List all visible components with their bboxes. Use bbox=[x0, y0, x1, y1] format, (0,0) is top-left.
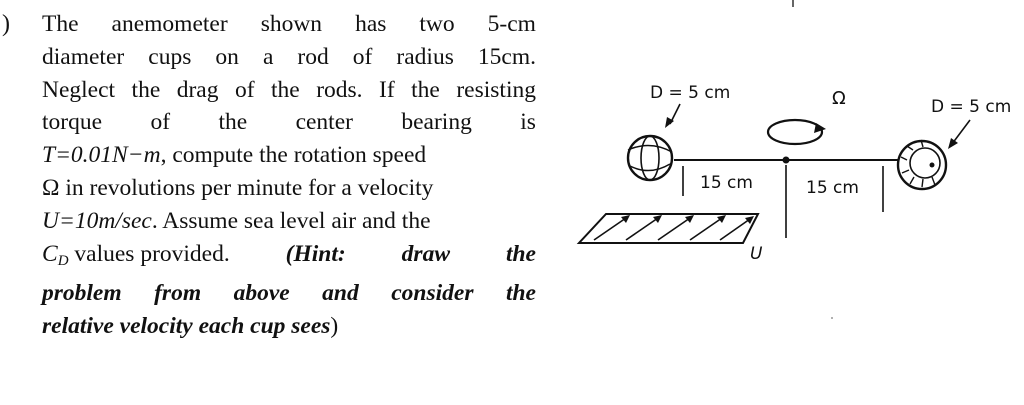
line-3 bbox=[42, 74, 536, 107]
left-diameter-leader bbox=[665, 104, 680, 128]
line-4 bbox=[42, 106, 536, 139]
word: shown bbox=[260, 11, 323, 37]
hint-word: the bbox=[505, 240, 536, 267]
rotation-arrow-icon bbox=[768, 120, 826, 144]
line-5-text: , compute the rotation speed bbox=[160, 142, 427, 169]
word: torque bbox=[42, 109, 103, 136]
word: of bbox=[234, 76, 255, 103]
word: radius bbox=[396, 43, 454, 70]
line-9 bbox=[42, 277, 536, 310]
word: Neglect bbox=[42, 76, 116, 103]
word: is bbox=[520, 109, 536, 136]
flow-arrow-icon bbox=[690, 215, 726, 240]
word: The bbox=[42, 11, 79, 37]
line-2 bbox=[42, 41, 536, 74]
line-6 bbox=[42, 172, 536, 205]
word: 15cm. bbox=[477, 43, 536, 70]
hint-word: consider bbox=[391, 280, 474, 307]
drag-coefficient-symbol: C bbox=[42, 240, 58, 267]
word: If bbox=[379, 76, 395, 103]
flow-field bbox=[579, 214, 758, 243]
hint-close-paren: ) bbox=[330, 313, 339, 340]
word: has bbox=[355, 11, 387, 37]
drag-coefficient-subscript: D bbox=[57, 252, 69, 269]
word: center bbox=[295, 109, 353, 136]
flow-arrow-icon bbox=[720, 216, 754, 240]
flow-arrow-icon bbox=[658, 215, 694, 240]
word: cups bbox=[148, 43, 192, 70]
line-5 bbox=[42, 139, 536, 172]
right-cup-diameter-label: D = 5 cm bbox=[931, 97, 1012, 117]
omega-symbol: Ω bbox=[42, 174, 60, 201]
problem-number-marker: ) bbox=[2, 11, 10, 37]
stray-speck bbox=[831, 317, 833, 319]
left-cup-icon bbox=[628, 136, 672, 180]
omega-label: Ω bbox=[832, 88, 846, 109]
word: of bbox=[150, 109, 171, 136]
word: the bbox=[131, 76, 161, 103]
word: resisting bbox=[456, 76, 536, 103]
hint-closing-text: relative velocity each cup sees bbox=[42, 313, 331, 340]
line-7 bbox=[42, 205, 536, 238]
hint-word: from bbox=[154, 280, 202, 307]
word: rod bbox=[297, 43, 329, 70]
problem-statement bbox=[42, 8, 536, 343]
line-8 bbox=[42, 238, 536, 278]
left-arm-length-label: 15 cm bbox=[700, 173, 753, 193]
flow-velocity-label: U bbox=[750, 244, 763, 264]
torque-equation: T=0.01N−m bbox=[42, 142, 161, 169]
word: the bbox=[411, 76, 440, 103]
word: drag bbox=[176, 76, 219, 103]
word: a bbox=[262, 43, 274, 70]
line-8-text: values provided. bbox=[68, 240, 230, 267]
hint-word: draw bbox=[401, 240, 450, 267]
right-arm-length-label: 15 cm bbox=[806, 178, 859, 198]
right-cup-icon bbox=[898, 140, 946, 189]
flow-arrow-icon bbox=[594, 215, 630, 240]
word: on bbox=[215, 43, 239, 70]
word: the bbox=[218, 109, 248, 136]
hint-word: the bbox=[505, 280, 536, 307]
word: rods. bbox=[316, 76, 363, 103]
hint-word: and bbox=[322, 280, 359, 307]
hint-word: above bbox=[233, 280, 290, 307]
flow-arrow-icon bbox=[626, 215, 662, 240]
anemometer-diagram bbox=[570, 0, 1024, 400]
anemometer-figure bbox=[570, 0, 1024, 400]
line-1 bbox=[42, 8, 536, 41]
word: bearing bbox=[401, 109, 472, 136]
word: two bbox=[419, 11, 455, 37]
word: of bbox=[352, 43, 373, 70]
line-6-text: in revolutions per minute for a velocity bbox=[59, 174, 434, 201]
right-diameter-leader bbox=[948, 120, 970, 149]
word: 5-cm bbox=[487, 11, 536, 37]
center-bearing-dot bbox=[783, 157, 790, 164]
line-7-text: . Assume sea level air and the bbox=[151, 207, 431, 234]
hint-word: problem bbox=[42, 280, 122, 307]
word: anemometer bbox=[111, 11, 228, 37]
line-10 bbox=[42, 310, 536, 343]
drag-coefficient-phrase bbox=[42, 238, 230, 278]
word: diameter bbox=[42, 43, 125, 70]
flow-plane bbox=[579, 214, 758, 243]
velocity-equation: U=10m/sec bbox=[42, 207, 152, 234]
left-cup-diameter-label: D = 5 cm bbox=[650, 83, 731, 103]
word: the bbox=[271, 76, 300, 103]
hint-open: (Hint: bbox=[285, 240, 346, 267]
